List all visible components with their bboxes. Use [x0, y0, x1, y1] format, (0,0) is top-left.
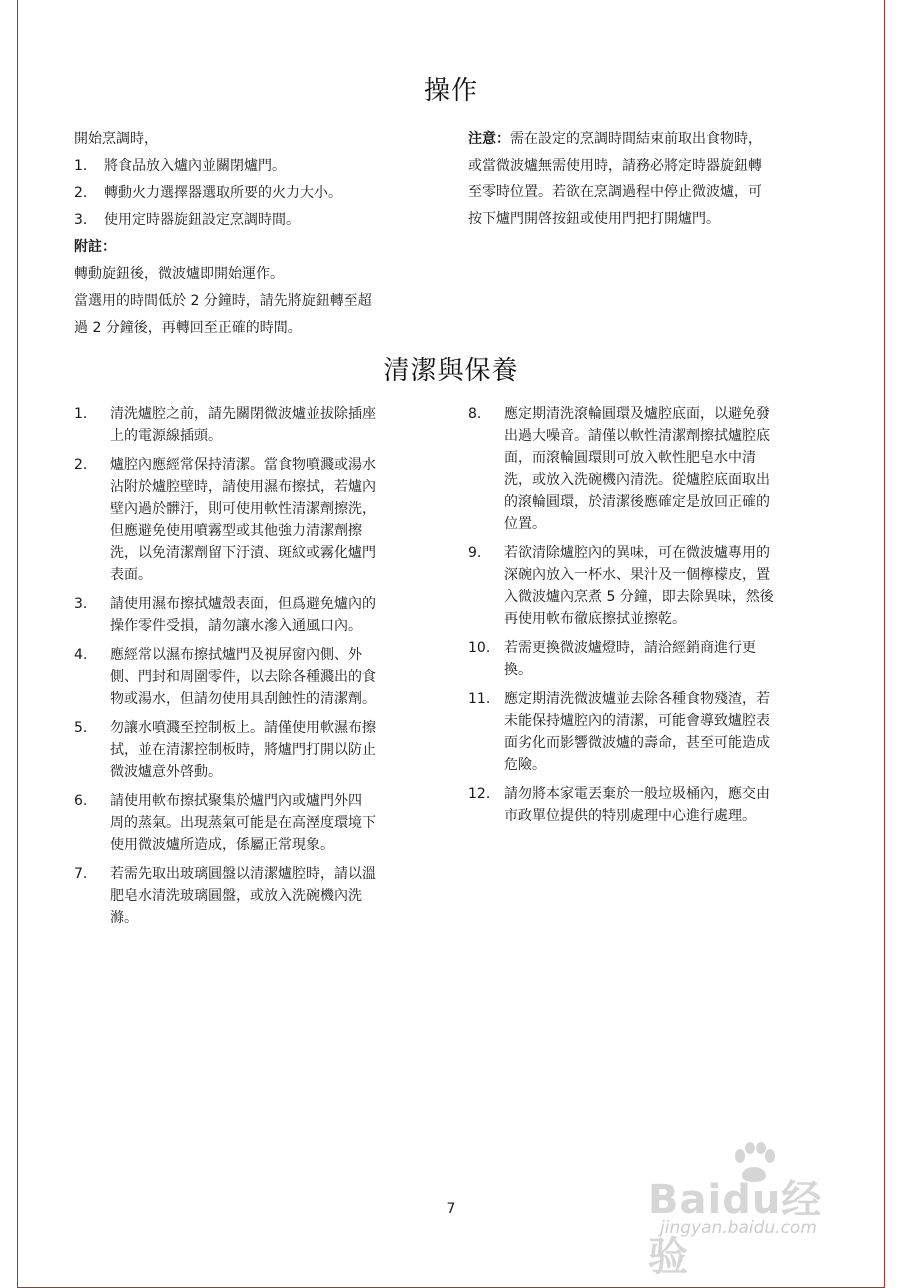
watermark-url: jingyan.baidu.com [660, 1218, 817, 1238]
item-number: 4. [74, 647, 88, 663]
item-number: 1. [74, 406, 88, 422]
remark-label: 附註： [74, 239, 116, 255]
item-text-line: 應定期清洗滾輪圓環及爐腔底面，以避免發 [504, 406, 770, 422]
item-text-line: 市政單位提供的特別處理中心進行處理。 [504, 808, 756, 824]
remark-line: 當選用的時間低於 2 分鐘時，請先將旋鈕轉至超 [74, 293, 372, 309]
item-text-line: 微波爐意外啓動。 [110, 764, 222, 780]
cleaning-item [74, 717, 424, 783]
item-text-line: 周的蒸氣。出現蒸氣可能是在高溼度環境下 [110, 815, 376, 831]
item-text-line: 若欲清除爐腔內的異味，可在微波爐專用的 [504, 545, 770, 561]
cleaning-item [74, 644, 424, 710]
item-text-line: 洗，或放入洗碗機內清洗。從爐腔底面取出 [504, 472, 770, 488]
intro-text: 開始烹調時， [74, 131, 158, 147]
item-number: 12. [468, 786, 491, 802]
item-number: 10. [468, 640, 491, 656]
item-text-line: 若需更換微波爐燈時，請洽經銷商進行更 [504, 640, 756, 656]
item-number: 5. [74, 720, 88, 736]
item-number: 8. [468, 406, 482, 422]
item-text-line: 表面。 [110, 567, 152, 583]
cleaning-item [468, 637, 818, 681]
cleaning-item [74, 863, 424, 929]
item-text-line: 危險。 [504, 757, 546, 773]
cleaning-item [468, 403, 818, 535]
item-number: 11. [468, 691, 491, 707]
item-text-line: 請勿將本家電丟棄於一般垃圾桶內，應交由 [504, 786, 770, 802]
cleaning-list-left [74, 403, 424, 936]
item-text-line: 拭，並在清潔控制板時，將爐門打開以防止 [110, 742, 376, 758]
cleaning-item [74, 593, 424, 637]
item-text-line: 換。 [504, 662, 532, 678]
item-number: 3. [74, 596, 88, 612]
remark-line: 過 2 分鐘後，再轉回至正確的時間。 [74, 320, 302, 336]
cleaning-item [468, 783, 818, 827]
item-text-line: 滌。 [110, 910, 138, 926]
note-line: 注意：需在設定的烹調時間結束前取出食物時， [468, 131, 762, 147]
watermark [640, 1140, 860, 1280]
item-text-line: 出過大噪音。請僅以軟性清潔劑擦拭爐腔底 [504, 428, 770, 444]
item-text-line: 使用微波爐所造成，係屬正常現象。 [110, 837, 334, 853]
item-text-line: 面劣化而影響微波爐的壽命，甚至可能造成 [504, 735, 770, 751]
item-text-line: 應定期清洗微波爐並去除各種食物殘渣，若 [504, 691, 770, 707]
item-text-line: 操作零件受損，請勿讓水滲入通風口內。 [110, 618, 362, 634]
item-text-line: 但應避免使用噴霧型或其他強力清潔劑擦 [110, 523, 362, 539]
step-2: 2. 轉動火力選擇器選取所要的火力大小。 [74, 185, 342, 201]
item-text-line: 爐腔內應經常保持清潔。當食物噴濺或湯水 [110, 457, 376, 473]
item-text-line: 入微波爐內烹煮 5 分鐘，即去除異味，然後 [504, 589, 774, 605]
step-3: 3. 使用定時器旋鈕設定烹調時間。 [74, 212, 300, 228]
operation-instructions [74, 126, 424, 342]
cleaning-item [468, 542, 818, 630]
item-text-line: 沾附於爐腔壁時，請使用濕布擦拭，若爐內 [110, 479, 376, 495]
watermark-brand: Baidu经验 [648, 1177, 823, 1280]
item-text-line: 清洗爐腔之前，請先關閉微波爐並拔除插座 [110, 406, 376, 422]
cleaning-item [74, 403, 424, 447]
item-text-line: 的滾輪圓環，於清潔後應確定是放回正確的 [504, 494, 770, 510]
item-text-line: 勿讓水噴濺至控制板上。請僅使用軟濕布擦 [110, 720, 376, 736]
item-text-line: 物或湯水，但請勿使用具刮蝕性的清潔劑。 [110, 691, 376, 707]
cleaning-list-right [468, 403, 818, 834]
item-text-line: 深碗內放入一杯水、果汁及一個檸檬皮，置 [504, 567, 770, 583]
item-text-line: 洗，以免清潔劑留下汙漬、斑紋或霧化爐門 [110, 545, 376, 561]
caution-note [468, 126, 818, 232]
item-text-line: 未能保持爐腔內的清潔，可能會導致爐腔表 [504, 713, 770, 729]
item-text-line: 應經常以濕布擦拭爐門及視屏窗內側、外 [110, 647, 362, 663]
note-line: 至零時位置。若欲在烹調過程中停止微波爐，可 [468, 184, 762, 200]
item-number: 7. [74, 866, 88, 882]
cleaning-item [468, 688, 818, 776]
cleaning-item [74, 454, 424, 586]
item-text-line: 面，而滾輪圓環則可放入軟性肥皂水中清 [504, 450, 756, 466]
note-line: 或當微波爐無需使用時，請務必將定時器旋鈕轉 [468, 157, 762, 174]
section-title-cleaning: 清潔與保養 [383, 356, 519, 386]
item-text-line: 再使用軟布徹底擦拭並擦乾。 [504, 611, 686, 627]
item-text-line: 側、門封和周圍零件，以去除各種濺出的食 [110, 669, 376, 685]
item-text-line: 壁內過於髒汙，則可使用軟性清潔劑擦洗， [110, 501, 376, 517]
item-number: 9. [468, 545, 482, 561]
item-text-line: 請使用濕布擦拭爐殼表面，但爲避免爐內的 [110, 596, 376, 612]
item-number: 2. [74, 457, 88, 473]
cleaning-item [74, 790, 424, 856]
item-text-line: 請使用軟布擦拭聚集於爐門內或爐門外四 [110, 793, 362, 809]
note-line: 按下爐門開啓按鈕或使用門把打開爐門。 [468, 210, 720, 227]
item-text-line: 若需先取出玻璃圓盤以清潔爐腔時，請以溫 [110, 866, 376, 882]
item-text-line: 位置。 [504, 516, 546, 532]
item-text-line: 上的電源線插頭。 [110, 428, 222, 444]
remark-line: 轉動旋鈕後，微波爐即開始運作。 [74, 266, 284, 282]
page-number: 7 [446, 1201, 456, 1217]
item-number: 6. [74, 793, 88, 809]
step-1: 1. 將食品放入爐內並關閉爐門。 [74, 158, 286, 174]
note-label: 注意： [468, 131, 510, 147]
section-title-operation: 操作 [423, 76, 478, 106]
item-text-line: 肥皂水清洗玻璃圓盤，或放入洗碗機內洗 [110, 888, 362, 904]
